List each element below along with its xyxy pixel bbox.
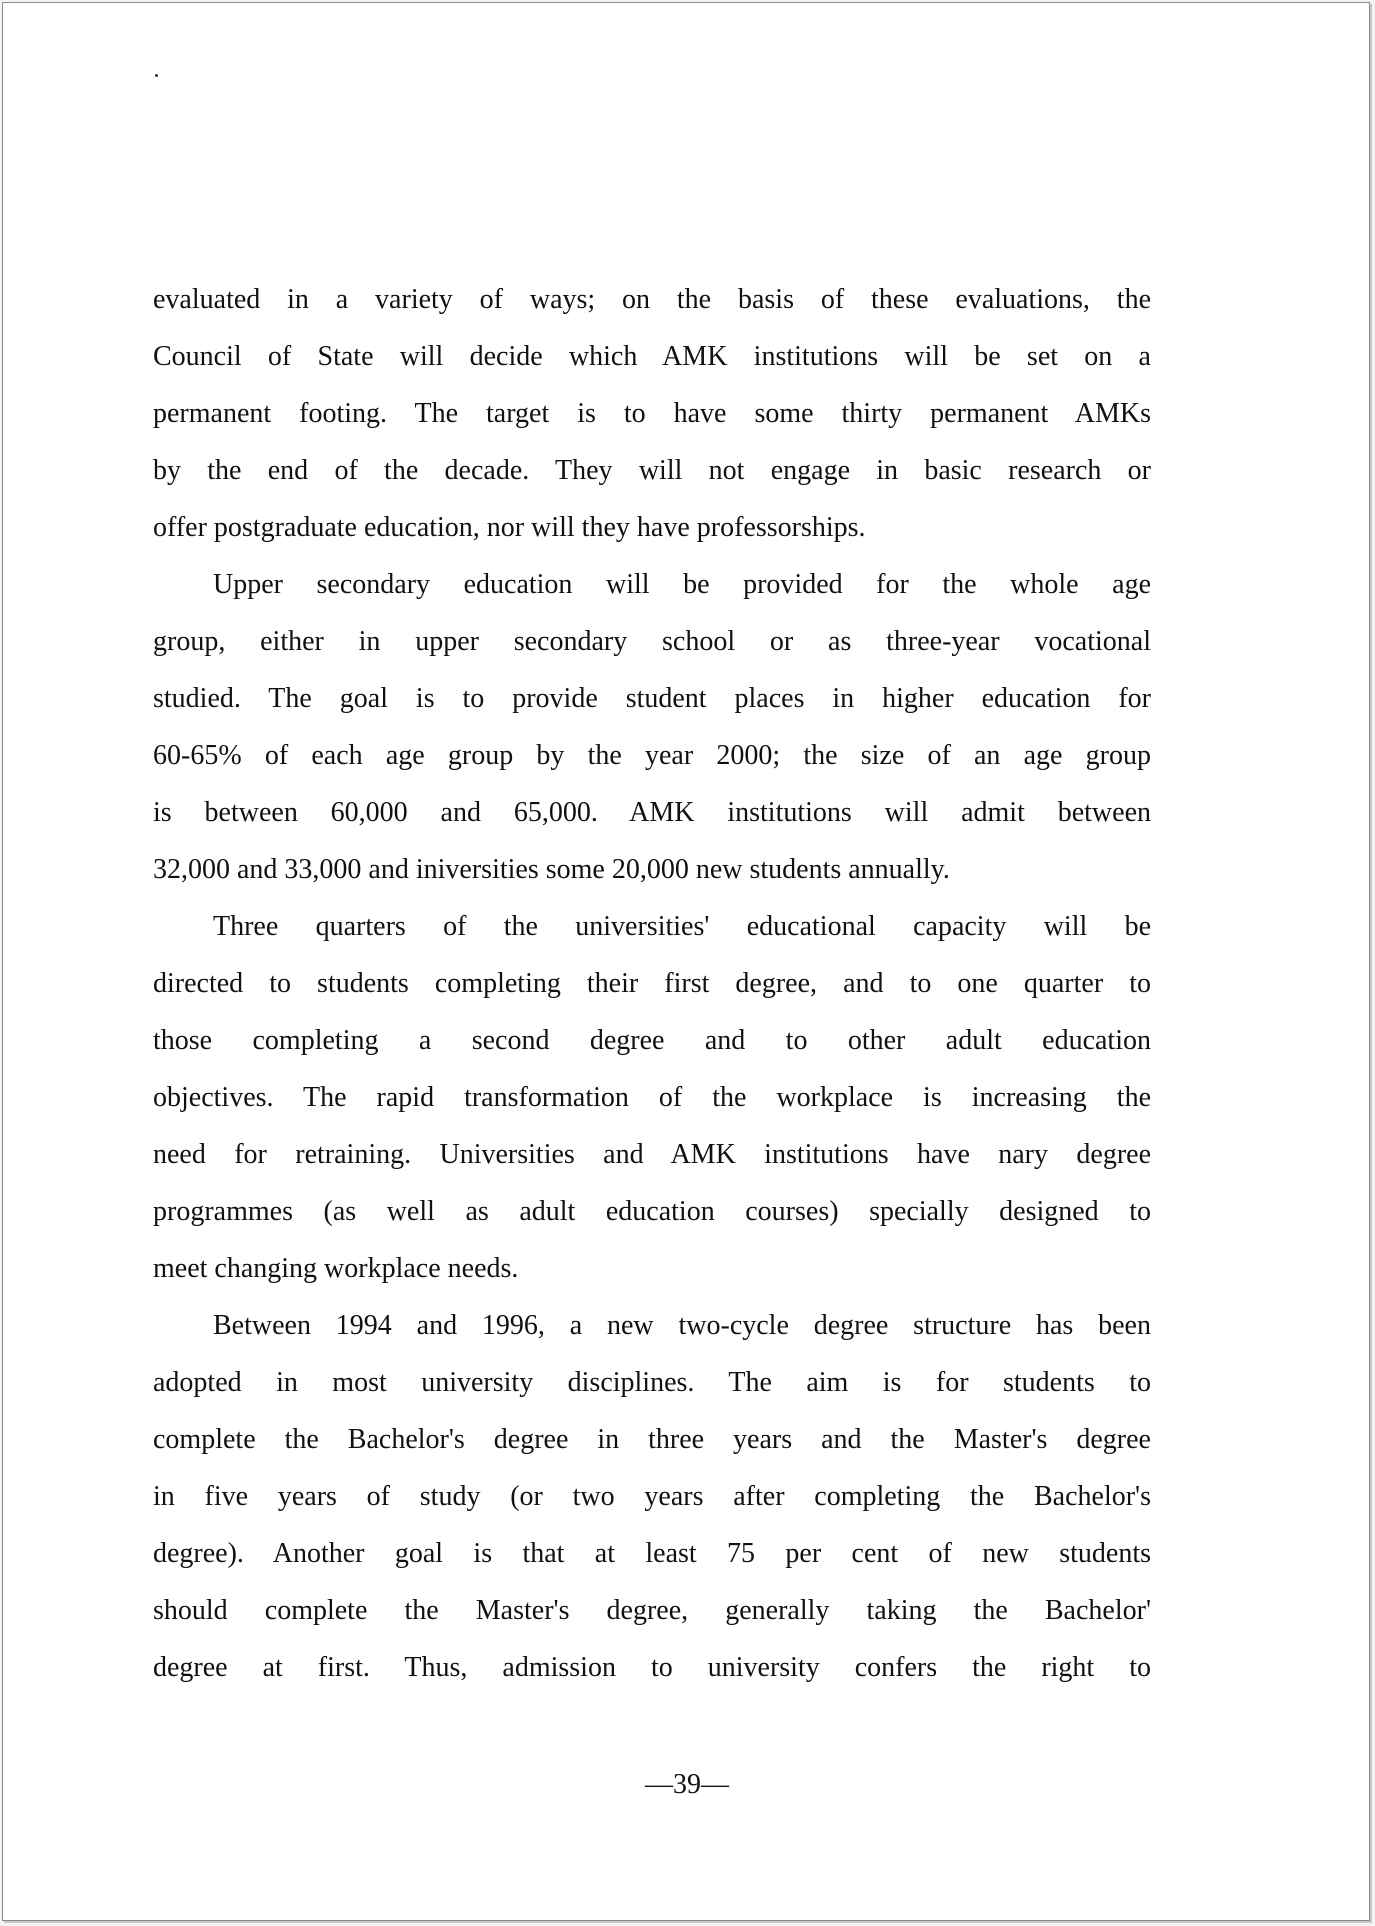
text-line: degree at first. Thus, admission to university confers the right to xyxy=(153,1652,1151,1683)
text-line: Three quarters of the universities' educational capacity will be xyxy=(213,911,1151,942)
text-line: programmes (as well as adult education courses) specially designed to xyxy=(153,1196,1151,1227)
text-line: 60-65% of each age group by the year 2000; the size of an age group xyxy=(153,740,1151,771)
text-line: is between 60,000 and 65,000. AMK institutions will admit between xyxy=(153,797,1151,828)
text-line: objectives. The rapid transformation of the workplace is increasing the xyxy=(153,1082,1151,1113)
text-line: those completing a second degree and to other adult education xyxy=(153,1025,1151,1056)
text-line: Upper secondary education will be provided for the whole age xyxy=(213,569,1151,600)
text-line: group, either in upper secondary school or as three-year vocational xyxy=(153,626,1151,657)
page-number: —39— xyxy=(645,1769,729,1800)
text-line: studied. The goal is to provide student places in higher education for xyxy=(153,683,1151,714)
text-line: 32,000 and 33,000 and iniversities some 20,000 new students annually. xyxy=(153,854,950,885)
scan-speck xyxy=(155,74,158,77)
body-text xyxy=(153,271,1151,1696)
text-line: evaluated in a variety of ways; on the basis of these evaluations, the xyxy=(153,284,1151,315)
text-line: by the end of the decade. They will not engage in basic research or xyxy=(153,455,1151,486)
text-line: degree). Another goal is that at least 75 per cent of new students xyxy=(153,1538,1151,1569)
text-line: need for retraining. Universities and AMK institutions have nary degree xyxy=(153,1139,1151,1170)
text-line: should complete the Master's degree, generally taking the Bachelor' xyxy=(153,1595,1151,1626)
text-line: Council of State will decide which AMK institutions will be set on a xyxy=(153,341,1151,372)
text-line: in five years of study (or two years after completing the Bachelor's xyxy=(153,1481,1151,1512)
document-page xyxy=(2,2,1370,1921)
text-line: complete the Bachelor's degree in three years and the Master's degree xyxy=(153,1424,1151,1455)
text-line: adopted in most university disciplines. The aim is for students to xyxy=(153,1367,1151,1398)
text-line: offer postgraduate education, nor will they have professorships. xyxy=(153,512,866,543)
text-line: Between 1994 and 1996, a new two-cycle degree structure has been xyxy=(213,1310,1151,1341)
text-line: permanent footing. The target is to have some thirty permanent AMKs xyxy=(153,398,1151,429)
text-line: meet changing workplace needs. xyxy=(153,1253,519,1284)
text-line: directed to students completing their first degree, and to one quarter to xyxy=(153,968,1151,999)
